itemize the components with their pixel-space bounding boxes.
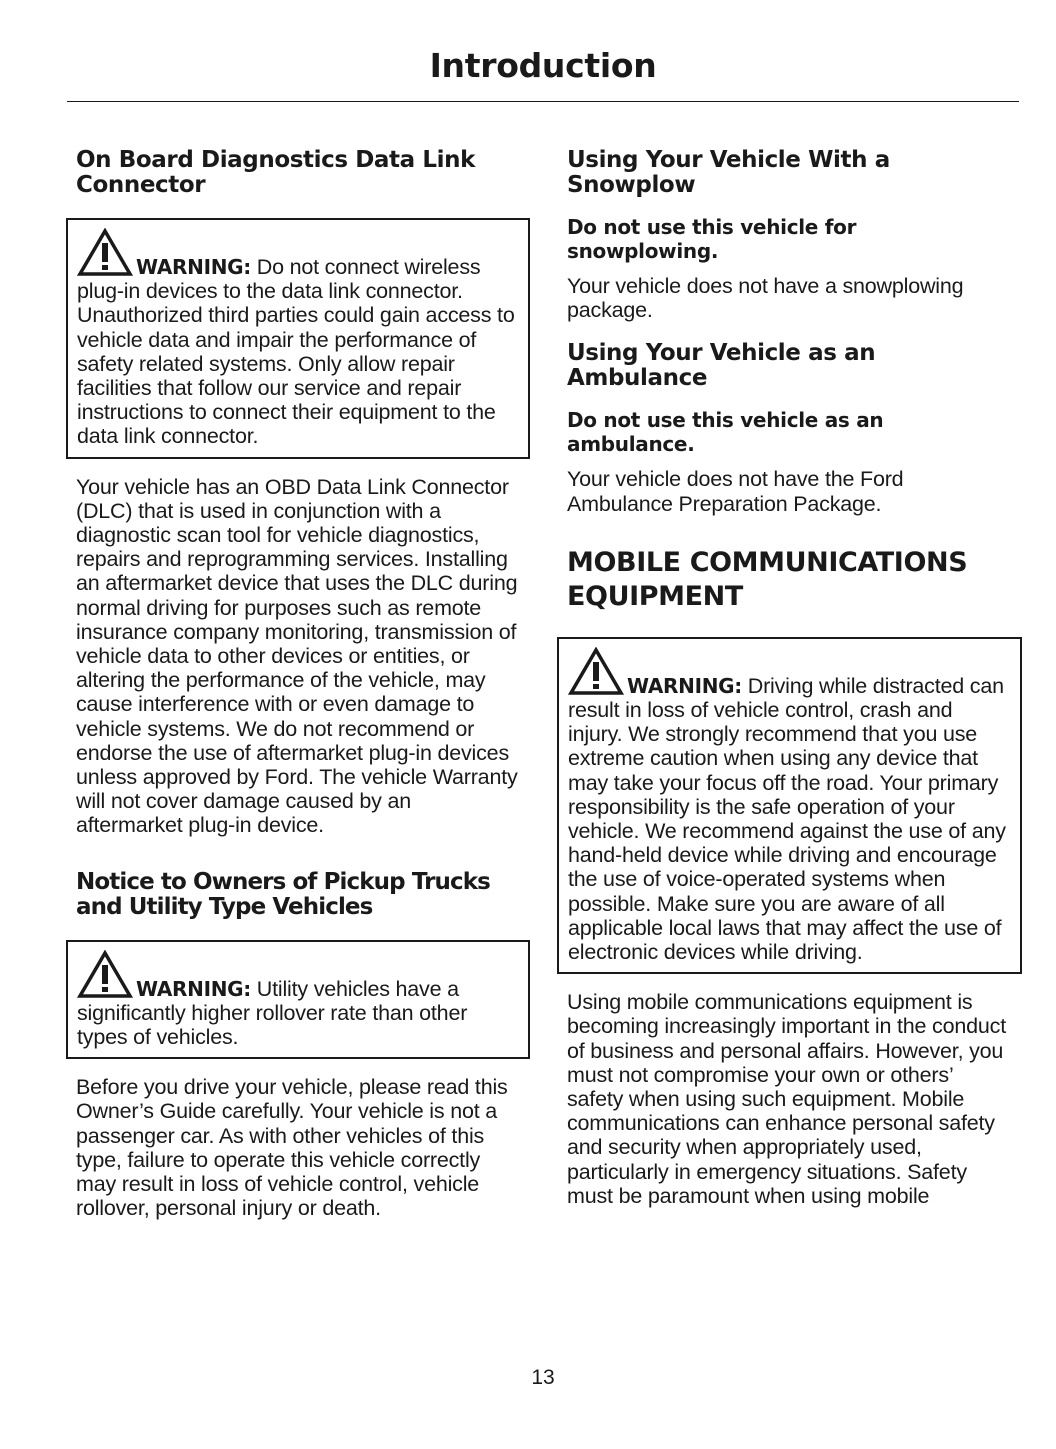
mobile-body-text: Using mobile communications equipment is becoming increasingly important in the conduct of business and personal affairs. However, you must not compromise your own or others’ safety when using such equipment. Mobile communications can enhance personal safety and security when appropriately used, particularly in emergency situations. Safety must be paramount when using mobile (567, 990, 1006, 1208)
ambulance-subheading: Do not use this vehicle as an ambulance. (567, 408, 884, 457)
obd-warning-label: WARNING: (136, 255, 251, 279)
snowplow-body-text: Your vehicle does not have a snowplowing package. (567, 274, 964, 323)
warning-triangle-icon (77, 228, 133, 278)
obd-body-text: Your vehicle has an OBD Data Link Connector (DLC) that is used in conjunction with a diagnostic scan tool for vehicle diagnostics, repairs and reprogramming services. Installing an aftermarket device that uses the DLC during normal driving for purposes such as remote insurance company monitoring, transmission of vehicle data to other devices or entities, or altering the performance of the vehicle, may cause interference with or even damage to vehicle systems. We do not recommend or endorse the use of aftermarket plug-in devices unless approved by Ford. The vehicle Warranty will not cover damage caused by an aftermarket plug-in device. (76, 474, 518, 838)
mobile-warning-label: WARNING: (627, 673, 742, 698)
mobile-comm-heading: MOBILE COMMUNICATIONS EQUIPMENT (567, 546, 968, 612)
right-column (557, 146, 1022, 1208)
obd-warning-paragraph (77, 228, 520, 449)
notice-heading: Notice to Owners of Pickup Trucks and Utility Type Vehicles (76, 868, 490, 920)
left-column (66, 146, 530, 1221)
title-divider (67, 101, 1019, 102)
page-title: Introduction (429, 46, 657, 85)
warning-triangle-icon (568, 647, 624, 697)
ambulance-body-text: Your vehicle does not have the Ford Ambulance Preparation Package. (567, 467, 904, 516)
page-number: 13 (531, 1366, 555, 1389)
notice-warning-text: Utility vehicles have a significantly higher rollover rate than other types of vehicles. (77, 976, 468, 1050)
notice-warning-box (66, 940, 530, 1060)
snowplow-subheading: Do not use this vehicle for snowplowing. (567, 215, 857, 263)
obd-warning-text: Do not connect wireless plug-in devices to the data link connector. Unauthorized third parties could gain access to vehicle data and impair the performance of safety related systems. Only allow repair facilities that follow our service and repair instructions to connect their equipment to the data link connector. (77, 255, 515, 449)
mobile-warning-paragraph (568, 647, 1012, 964)
notice-warning-label: WARNING: (136, 976, 251, 1001)
obd-heading: On Board Diagnostics Data Link Connector (76, 147, 475, 198)
obd-warning-box (66, 218, 530, 459)
ambulance-heading: Using Your Vehicle as an Ambulance (567, 340, 876, 392)
notice-body-text: Before you drive your vehicle, please read this Owner’s Guide carefully. Your vehicle is not a passenger car. As with other vehicles of this type, failure to operate this vehicle correctly may result in loss of vehicle control, vehicle rollover, personal injury or death. (76, 1075, 508, 1221)
mobile-warning-text: Driving while distracted can result in loss of vehicle control, crash and injury. We strongly recommend that you use extreme caution when using any device that may take your focus off the road. Your primary responsibility is the safe operation of your vehicle. We recommend against the use of any hand-held device while driving and encourage the use of voice-operated systems when possible. Make sure you are aware of all applicable local laws that may affect the use of electronic devices while driving. (568, 673, 1006, 965)
mobile-warning-box (557, 637, 1022, 974)
snowplow-heading: Using Your Vehicle With a Snowplow (567, 147, 890, 198)
warning-triangle-icon (77, 950, 133, 1000)
notice-warning-paragraph (77, 950, 520, 1050)
